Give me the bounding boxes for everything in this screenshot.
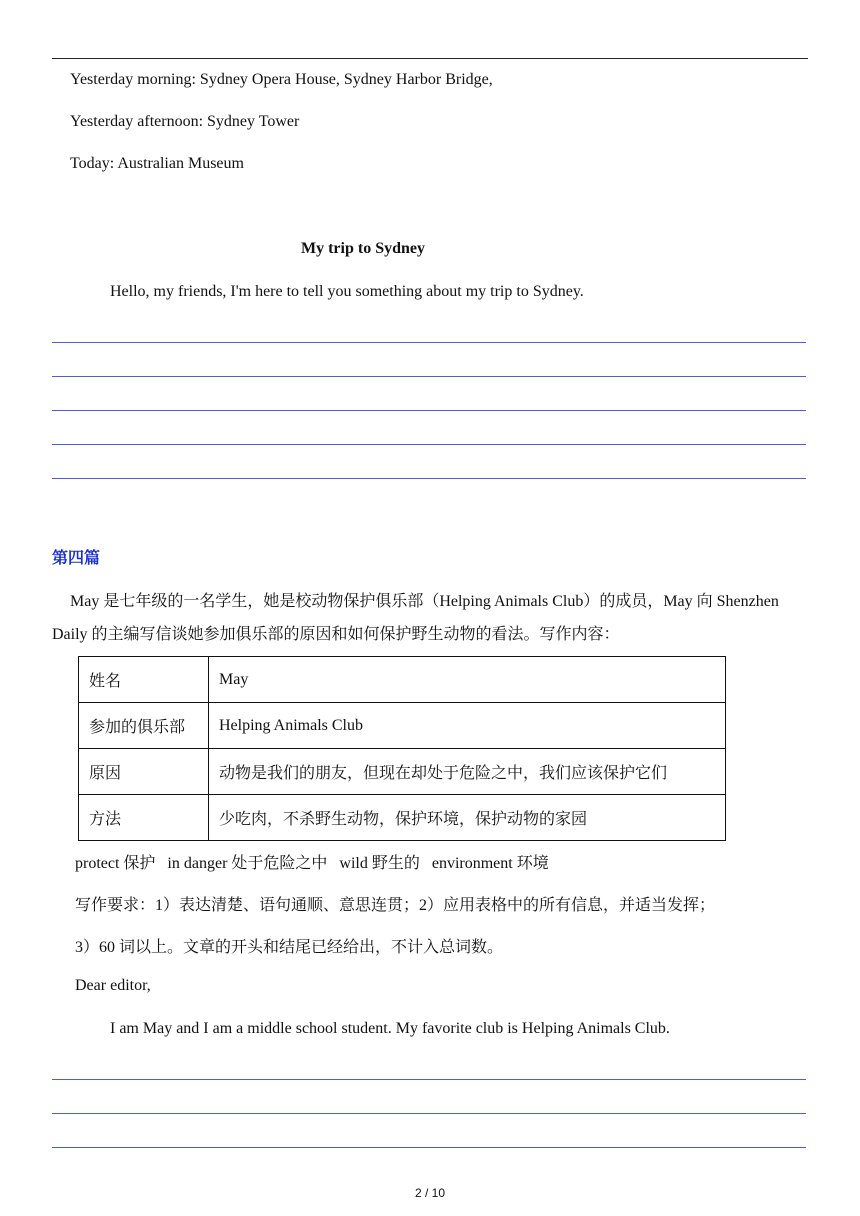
table-cell-value: 少吃肉，不杀野生动物，保护环境，保护动物的家园 xyxy=(209,795,726,841)
table-row xyxy=(79,657,726,703)
schedule-line-today: Today: Australian Museum xyxy=(70,155,244,172)
table-cell-value: Helping Animals Club xyxy=(209,703,726,749)
table-cell-key: 方法 xyxy=(79,795,209,841)
table-row xyxy=(79,749,726,795)
writing-line xyxy=(52,478,806,479)
writing-requirements-2: 3）60 词以上。文章的开头和结尾已经给出，不计入总词数。 xyxy=(75,939,504,956)
writing-line xyxy=(52,1079,806,1080)
table-cell-value: May xyxy=(209,657,726,703)
writing-line xyxy=(52,376,806,377)
vocabulary-hints: protect 保护 in danger 处于危险之中 wild 野生的 environment 环境 xyxy=(75,855,549,872)
essay-opening: Hello, my friends, I'm here to tell you something about my trip to Sydney. xyxy=(110,283,584,300)
header-rule xyxy=(52,58,808,59)
table-cell-key: 参加的俱乐部 xyxy=(79,703,209,749)
page-number: 2 / 10 xyxy=(414,1186,446,1200)
writing-line xyxy=(52,1147,806,1148)
table-row xyxy=(79,795,726,841)
section-title: 第四篇 xyxy=(52,550,101,567)
info-table xyxy=(78,656,726,841)
writing-line xyxy=(52,1113,806,1114)
writing-line xyxy=(52,444,806,445)
section-intro-line2: Daily 的主编写信谈她参加俱乐部的原因和如何保护野生动物的看法。写作内容： xyxy=(52,626,620,643)
writing-requirements-1: 写作要求：1）表达清楚、语句通顺、意思连贯；2）应用表格中的所有信息，并适当发挥； xyxy=(75,897,716,914)
table-row xyxy=(79,703,726,749)
table-cell-key: 姓名 xyxy=(79,657,209,703)
table-cell-value: 动物是我们的朋友，但现在却处于危险之中，我们应该保护它们 xyxy=(209,749,726,795)
writing-line xyxy=(52,342,806,343)
essay-title: My trip to Sydney xyxy=(301,240,425,257)
writing-line xyxy=(52,410,806,411)
schedule-line-morning: Yesterday morning: Sydney Opera House, Sydney Harbor Bridge, xyxy=(70,71,493,88)
schedule-line-afternoon: Yesterday afternoon: Sydney Tower xyxy=(70,113,300,130)
table-cell-key: 原因 xyxy=(79,749,209,795)
letter-opening: I am May and I am a middle school student. My favorite club is Helping Animals Club. xyxy=(110,1020,670,1037)
letter-salutation: Dear editor, xyxy=(75,977,151,994)
section-intro-line1: May 是七年级的一名学生，她是校动物保护俱乐部（Helping Animals Club）的成员，May 向 Shenzhen xyxy=(70,593,779,610)
